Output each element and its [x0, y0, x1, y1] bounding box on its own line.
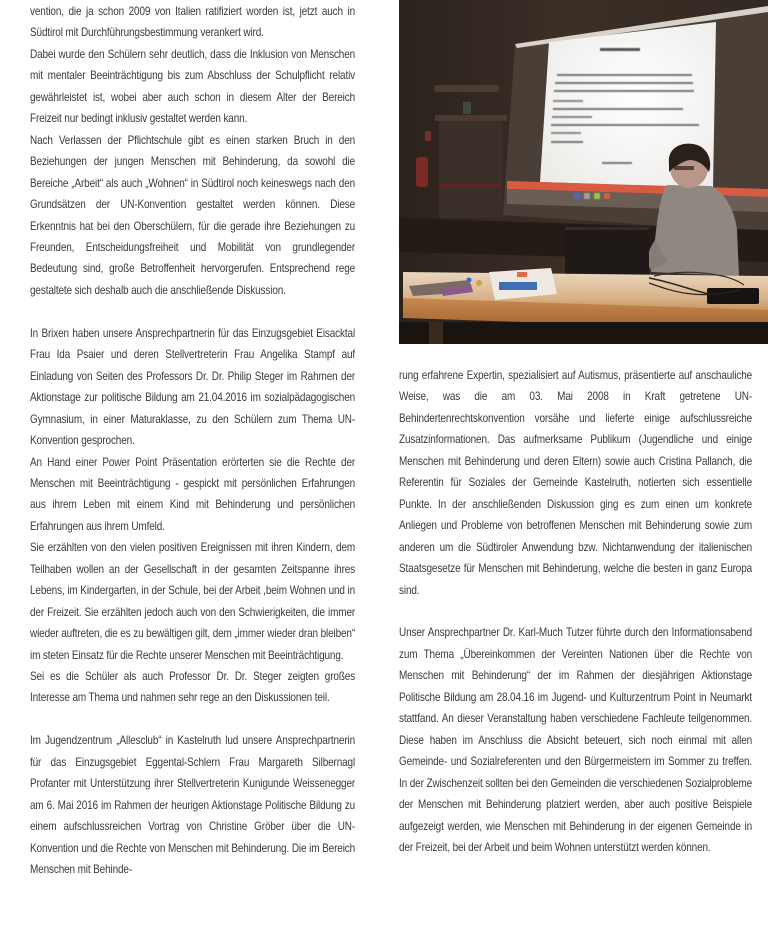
paragraph-gap	[30, 709, 355, 730]
paragraph-gap	[30, 301, 355, 322]
paragraph: Dabei wurde den Schülern sehr deutlich, dass die Inklusion von Menschen mit mentaler Beeinträchtigung bis zum Abschluss der Schulpflicht relativ gewährleistet ist, wobei aber auch schon in diesem Alter der Bereich Freizeit nur bedingt inklusiv gestaltet werden kann.	[30, 47, 356, 126]
photo-door	[439, 118, 503, 218]
paragraph: In Brixen haben unsere Ansprechpartnerin für das Einzugsgebiet Eisacktal Frau Ida Psaier und deren Stellvertreterin Frau Angelika Stampf auf Einladung von Seiten des Professors Dr. Dr. Philip Steger im Rahmen der Aktionstage zur politische Bildung am 21.04.2016 im sozialpädagogischen Gymnasium, in einer Maturaklasse, zu den Schülern zum Thema UN-Konvention gesprochen.	[30, 326, 356, 448]
paragraph: Sie erzählten von den vielen positiven Ereignissen mit ihren Kindern, dem Teilhaben wollen an der Gesellschaft in der gesamten Zeitspanne ihres Lebens, im Kindergarten, in der Schule, bei der Arbeit ,beim Wohnen und in der Freizeit. Sie erzählten jedoch auch von den Schwierigkeiten, die immer wieder auftreten, die es zu bewältigen gilt, dem „immer wieder dran bleiben“ im steten Einsatz für die Rechte unserer Menschen mit Beeinträchtigung.	[30, 541, 356, 662]
exit-sign	[463, 102, 471, 114]
event-photo	[399, 0, 768, 344]
fire-extinguisher	[416, 157, 428, 187]
paragraph: rung erfahrene Expertin, spezialisiert auf Autismus, präsentierte auf anschauliche Weise, was die am 03. Mai 2008 in Kraft getretene UN-Behindertenrechtskonvention vorsähe und lieferte einige aufschlussreiche Zusatzinformationen. Das aufmerksame Publikum (Jugendliche und einige Menschen mit Behinderung und deren Eltern) sowie auch Cristina Pallanch, die Referentin für Soziales der Gemeinde Kastelruth, notierten sich essentielle Punkte. In der anschließenden Diskussion ging es zum einen um konkrete Anliegen und Probleme von betroffenen Menschen mit Behinderung sowie zum anderen um die Südtiroler Anwendung bzw. Nichtanwendung der italienischen Staatsgesetze für Menschen mit Behinderung, welche die besten in ganz Europa sind.	[399, 369, 753, 597]
paragraph: vention, die ja schon 2009 von Italien ratifiziert worden ist, jetzt auch in Südtirol mit Durchführungsbestimmung verankert wird.	[30, 5, 356, 40]
paragraph: An Hand einer Power Point Präsentation erörterten sie die Rechte der Menschen mit Beeinträchtigung - gespickt mit persönlichen Erfahrungen aus ihrem Leben mit einem Kind mit Behinderung und persönlichen Erfahrungen aus ihrem Umfeld.	[30, 455, 356, 533]
paragraph: Im Jugendzentrum „Allesclub“ in Kastelruth lud unsere Ansprechpartnerin für das Einzugsgebiet Eggental-Schlern Frau Margareth Silbernagl Profanter mit Unterstützung ihrer Stellvertreterin Kunigunde Weissenegger am 6. Mai 2016 im Rahmen der heurigen Aktionstage Politische Bildung zu einem aufschlussreichen Vortrag von Christine Gröber über die UN-Konvention und die Rechte von Menschen mit Behinderung. Die im Bereich Menschen mit Behinde-	[30, 734, 356, 877]
paragraph: Unser Ansprechpartner Dr. Karl-Much Tutzer führte durch den Informationsabend zum Thema „Übereinkommen der Vereinten Nationen über die Rechte von Menschen mit Behinderung“ der im Rahmen der diesjährigen Aktionstage Politische Bildung am 28.04.16 im Jugend- und Kulturzentrum Point in Neumarkt stattfand. An dieser Veranstaltung haben verschiedene Fachleute teilgenommen. Diese haben im Anschluss die Absicht beteuert, sich noch einmal mit allen Gemeinde- und Sozialreferenten und den Bürgermeistern im Sommer zu treffen. In der Zwischenzeit sollten bei den Gemeinden die verschiedenen Sozialprobleme der Menschen mit Behinderung platziert werden, aber auch positive Beispiele aufgezeigt werden, wie Menschen mit Behinderung in der eigenen Gemeinde in der Freizeit, bei der Arbeit und beim Wohnen unterstützt werden können.	[399, 626, 753, 854]
paragraph-gap	[399, 601, 752, 622]
left-text-column	[30, 1, 355, 881]
paragraph: Nach Verlassen der Pflichtschule gibt es einen starken Bruch in den Beziehungen der jungen Menschen mit Behinderung, da sowohl die Bereiche „Arbeit“ als auch „Wohnen“ in Südtirol noch keineswegs nach den Grundsätzen der UN-Konvention gestaltet werden können. Diese Erkenntnis hat bei den Oberschülern, für die gerade ihre Beziehungen zu Freunden, Entscheidungsfreiheit und Mobilität von grundlegender Bedeutung sind, große Betroffenheit hervorgerufen. Entsprechend rege gestaltete sich deshalb auch die anschließende Diskussion.	[30, 133, 356, 297]
power-adapter	[707, 288, 759, 304]
right-text-column	[399, 365, 752, 858]
paragraph: Sei es die Schüler als auch Professor Dr. Dr. Steger zeigten großes Interesse am Thema und nahmen sehr rege an den Diskussionen teil.	[30, 670, 356, 705]
